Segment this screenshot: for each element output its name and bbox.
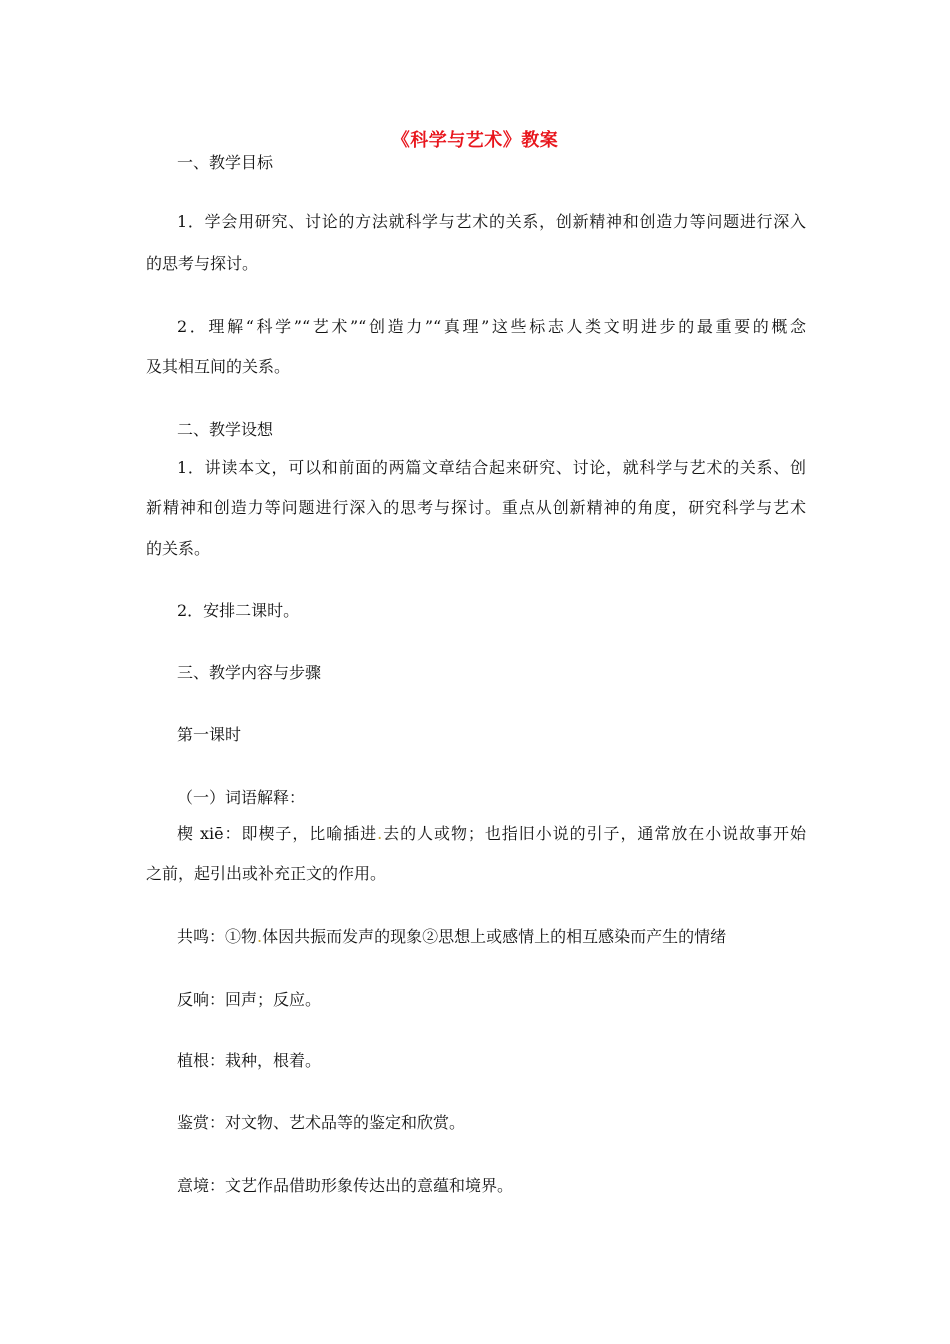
- vocab-xie-line-2: 之前，起引出或补充正文的作用。: [146, 864, 387, 883]
- goal-1-line-2: 的思考与探讨。: [146, 254, 259, 273]
- vocab-jianshang: 鉴赏：对文物、艺术品等的鉴定和欣赏。: [177, 1113, 466, 1132]
- goal-1-line-1: 1．学会用研究、讨论的方法就科学与艺术的关系，创新精神和创造力等问题进行深入: [177, 212, 806, 231]
- vocab-xie-line-1: [177, 823, 806, 845]
- goal-2-line-2: 及其相互间的关系。: [146, 357, 291, 376]
- vocab-zhigen: 植根：栽种，根着。: [177, 1051, 322, 1070]
- vocab-fanxiang: 反响：回声；反应。: [177, 990, 322, 1009]
- goal-2-line-1: 2．理解“科学”“艺术”“创造力”“真理”这些标志人类文明进步的最重要的概念: [177, 317, 806, 336]
- design-1-line-1: 1．讲读本文，可以和前面的两篇文章结合起来研究、讨论，就科学与艺术的关系、创: [177, 458, 806, 477]
- design-1-line-2: 新精神和创造力等问题进行深入的思考与探讨。重点从创新精神的角度，研究科学与艺术: [146, 498, 806, 517]
- vocab-yijing: 意境：文艺作品借助形象传达出的意蕴和境界。: [177, 1176, 514, 1195]
- vocab-heading: （一）词语解释：: [177, 788, 306, 807]
- section-heading-design: 二、教学设想: [177, 420, 274, 439]
- vocab-gongming-text-a: 共鸣：①物: [177, 927, 258, 946]
- section-heading-goals: 一、教学目标: [177, 153, 274, 172]
- vocab-xie-text-a: 楔 xiē：即楔子，比喻插进: [177, 824, 378, 843]
- emphasis-dot: .: [257, 927, 263, 946]
- vocab-xie-text-b: 去的人或物；也指旧小说的引子，通常放在小说故事开始: [382, 824, 806, 843]
- page-title: 《科学与艺术》教案: [391, 130, 559, 151]
- design-1-line-3: 的关系。: [146, 539, 211, 558]
- emphasis-dot: .: [377, 824, 383, 843]
- design-2: 2．安排二课时。: [177, 601, 300, 620]
- vocab-gongming-text-b: 体因共振而发声的现象②思想上或感情上的相互感染而产生的情绪: [262, 927, 727, 946]
- vocab-gongming: [177, 926, 806, 948]
- lesson-1-heading: 第一课时: [177, 725, 242, 744]
- section-heading-steps: 三、教学内容与步骤: [177, 663, 322, 682]
